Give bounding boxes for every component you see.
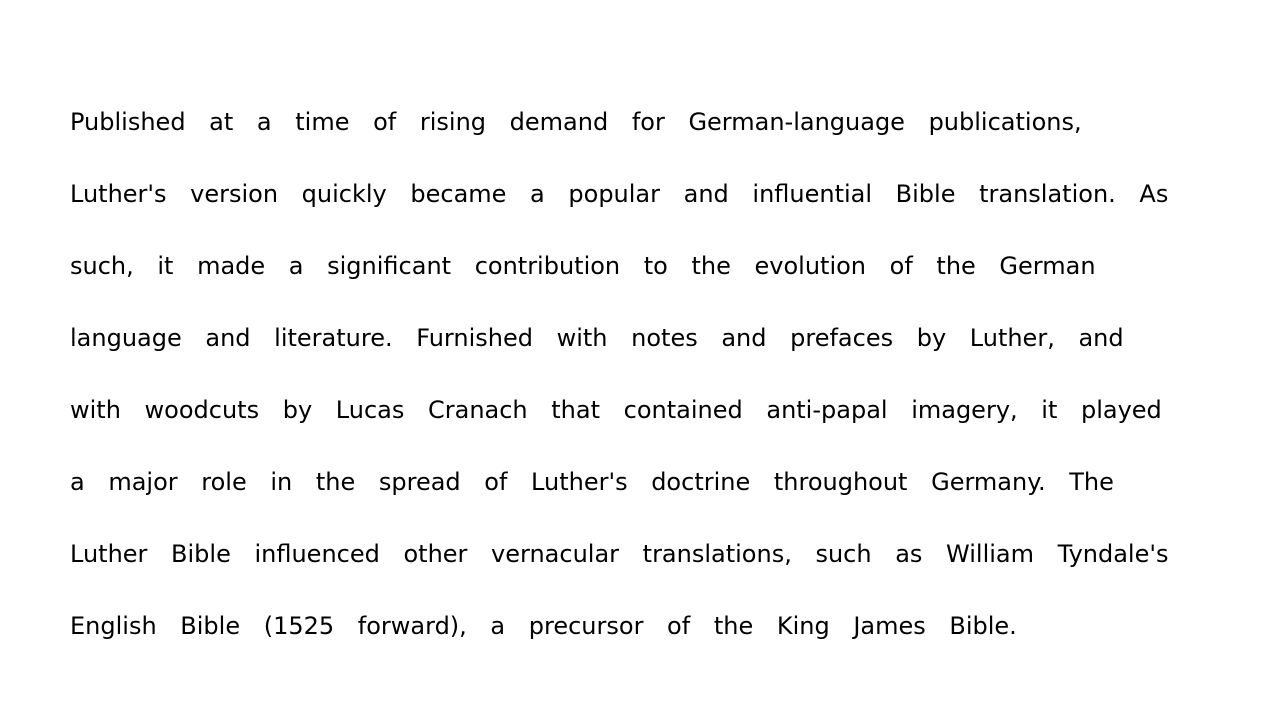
paragraph-line: English Bible (1525 forward), a precursor of the King James Bible. (70, 612, 1017, 640)
paragraph-line: Published at a time of rising demand for German-language publications, (70, 108, 1082, 136)
paragraph-line: a major role in the spread of Luther's doctrine throughout Germany. The (70, 468, 1114, 496)
body-paragraph (70, 101, 1230, 677)
paragraph-line: language and literature. Furnished with notes and prefaces by Luther, and (70, 324, 1124, 352)
paragraph-line: such, it made a significant contribution to the evolution of the German (70, 252, 1096, 280)
paragraph-line: with woodcuts by Lucas Cranach that contained anti-papal imagery, it played (70, 396, 1162, 424)
paragraph-line: Luther's version quickly became a popular and influential Bible translation. As (70, 180, 1169, 208)
paragraph-line: Luther Bible influenced other vernacular translations, such as William Tyndale's (70, 540, 1169, 568)
